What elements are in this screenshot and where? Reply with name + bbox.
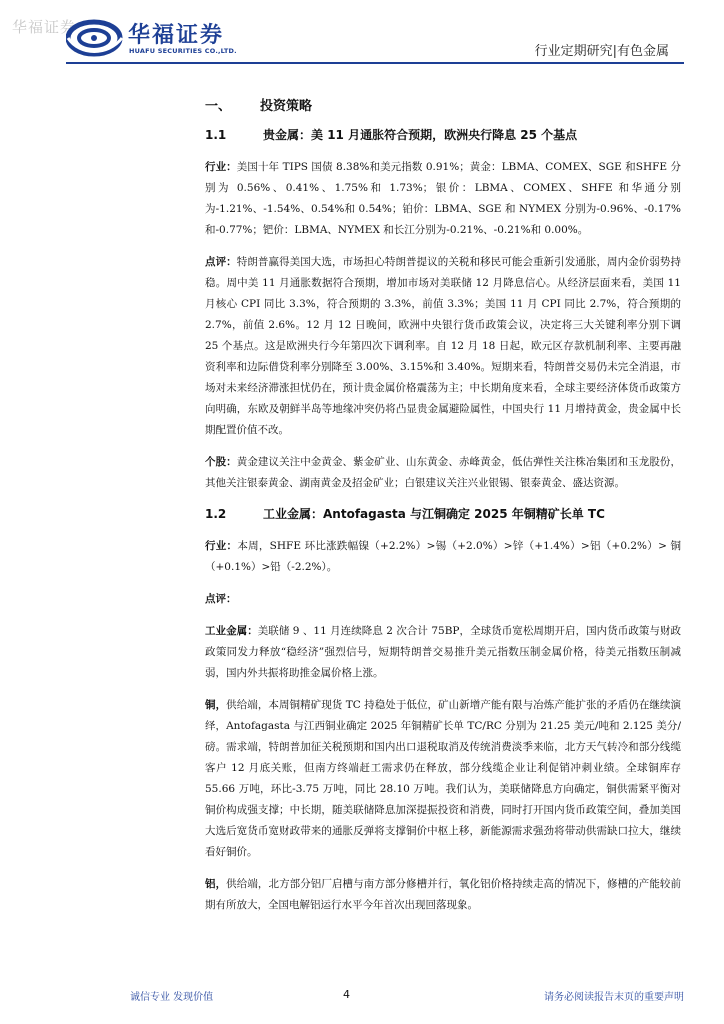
- subsection-number: 1.1: [205, 128, 227, 142]
- subsection-number: 1.2: [205, 507, 227, 521]
- logo-chinese-name: 华福证券: [128, 23, 225, 48]
- paragraph-industrial-metals: [205, 621, 681, 684]
- section-heading-strategy: [205, 96, 681, 118]
- subsection-title-bold: 贵金属：: [263, 128, 312, 142]
- paragraph-comment: [205, 252, 681, 441]
- header-divider: [66, 62, 684, 64]
- company-logo: [66, 16, 246, 60]
- paragraph-label: 点评：: [205, 256, 237, 268]
- paragraph-text: 黄金建议关注中金黄金、紫金矿业、山东黄金、赤峰黄金，低估弹性关注株冶集团和玉龙股份，其他关注银泰黄金、湖南黄金及招金矿业；白银建议关注兴业银锡、银泰黄金、盛达资源。: [205, 456, 682, 489]
- footer-slogan: 诚信专业 发现价值: [130, 992, 214, 1003]
- subsection-title: Antofagasta 与江铜确定 2025 年铜精矿长单 TC: [323, 507, 605, 521]
- paragraph-text: 美国十年 TIPS 国债 8.38%和美元指数 0.91%；黄金：LBMA、COMEX、SGE 和SHFE 分别为 0.56%、0.41%、1.75%和 1.73%；银价：LBMA、COMEX、SHFE 和华通分别为-1.21%、-1.54%、0.54%和 0.54%；铂价：LBMA、SGE 和 NYMEX 分别为-0.96%、-0.17%和-0.77%；钯价：LBMA、NYMEX 和长江分别为-0.21%、-0.21%和 0.00%。: [205, 161, 682, 236]
- paragraph-label: 铜，: [205, 699, 227, 711]
- paragraph-industry: [205, 157, 681, 241]
- logo-swirl-icon: [66, 18, 126, 58]
- main-content: [205, 96, 681, 916]
- paragraph-label: 行业：: [205, 161, 237, 173]
- section-number: 一、: [205, 99, 232, 114]
- paragraph-text: 美联储 9 、11 月连续降息 2 次合计 75BP，全球货币宽松周期开启，国内货币政策与财政政策同发力释放“稳经济”强烈信号，短期特朗普交易推升美元指数压制金属价格，待美元指数压制减弱，国内外共振将助推金属价格上涨。: [205, 625, 682, 679]
- paragraph-label: 铝，: [205, 878, 227, 890]
- logo-english-name: HUAFU SECURITIES CO.,LTD.: [129, 47, 237, 55]
- footer-disclaimer: 请务必阅读报告末页的重要声明: [544, 992, 684, 1003]
- section-title: 投资策略: [260, 99, 313, 114]
- paragraph-aluminum: [205, 874, 681, 916]
- paragraph-copper: [205, 695, 681, 863]
- paragraph-text: 本周，SHFE 环比涨跌幅镍（+2.2%）>锡（+2.0%）>锌（+1.4%）>铝（+0.2%）> 铜（+0.1%）>铅（-2.2%）。: [205, 540, 682, 573]
- paragraph-label: 工业金属：: [205, 625, 258, 637]
- paragraph-label: 个股：: [205, 456, 237, 468]
- subsection-title-bold: 工业金属：: [263, 507, 324, 521]
- paragraph-comment-label: [205, 589, 681, 610]
- subsection-heading-precious-metals: [205, 124, 681, 146]
- watermark-text: 华福证券: [12, 18, 77, 36]
- paragraph-stocks: [205, 452, 681, 494]
- paragraph-text: 供给端，本周铜精矿现货 TC 持稳处于低位，矿山新增产能有限与冶炼产能扩张的矛盾仍在继续演绎，Antofagasta 与江西铜业确定 2025 年铜精矿长单 TC/RC 分别为 21.25 美元/吨和 2.125 美分/磅。需求端，特朗普加征关税预期和国内出口退税取消及传统消费淡季来临，北方天气转冷和部分线缆客户 12 月底关账，但南方终端赶工需求仍在释放，部分线缆企业让利促销冲刺业绩。全球铜库存 55.66 万吨，环比-3.75 万吨，同比 28.10 万吨。我们认为，美联储降息方向确定，铜供需紧平衡对铜价构成强支撑；中长期，随美联储降息加深提振投资和消费，同时打开国内货币政策空间，叠加美国大选后宽货币宽财政带来的通胀反弹将支撑铜价中枢上移，新能源需求强劲将带动供需缺口拉大，继续看好铜价。: [205, 699, 682, 858]
- page-number: 4: [343, 988, 350, 1001]
- paragraph-label: 行业：: [205, 540, 238, 552]
- subsection-title: 美 11 月通胀符合预期，欧洲央行降息 25 个基点: [311, 128, 578, 142]
- paragraph-label: 点评：: [205, 593, 237, 605]
- report-type-label: 行业定期研究|有色金属: [534, 44, 669, 59]
- paragraph-text: 供给端，北方部分铝厂启槽与南方部分修槽并行，氧化铝价格持续走高的情况下，修槽的产能较前期有所放大，全国电解铝运行水平今年首次出现回落现象。: [205, 878, 682, 911]
- paragraph-industry: [205, 536, 681, 578]
- subsection-heading-industrial-metals: [205, 503, 681, 525]
- paragraph-text: 特朗普赢得美国大选，市场担心特朗普提议的关税和移民可能会重新引发通胀，周内金价弱势持稳。周中美 11 月通胀数据符合预期，增加市场对美联储 12 月降息信心。从经济层面来看，美国 11 月核心 CPI 同比 3.3%，符合预期的 3.3%，前值 3.3%；美国 11 月 CPI 同比 2.7%，符合预期的 2.7%，前值 2.6%。12 月 12 日晚间，欧洲中央银行货币政策会议，决定将三大关键利率分别下调 25 个基点。这是欧洲央行今年第四次下调利率。自 12 月 18 日起，欧元区存款机制利率、主要再融资利率和边际借贷利率分别降至 3.00%、3.15%和 3.40%。短期来看，特朗普交易仍未完全消退，市场对未来经济滞涨担忧仍在，预计贵金属价格震荡为主；中长期角度来看，全球主要经济体货币政策方向明确，东欧及朝鲜半岛等地缘冲突仍将凸显贵金属避险属性，中国央行 11 月增持黄金，贵金属中长期配置价值不改。: [205, 256, 682, 436]
